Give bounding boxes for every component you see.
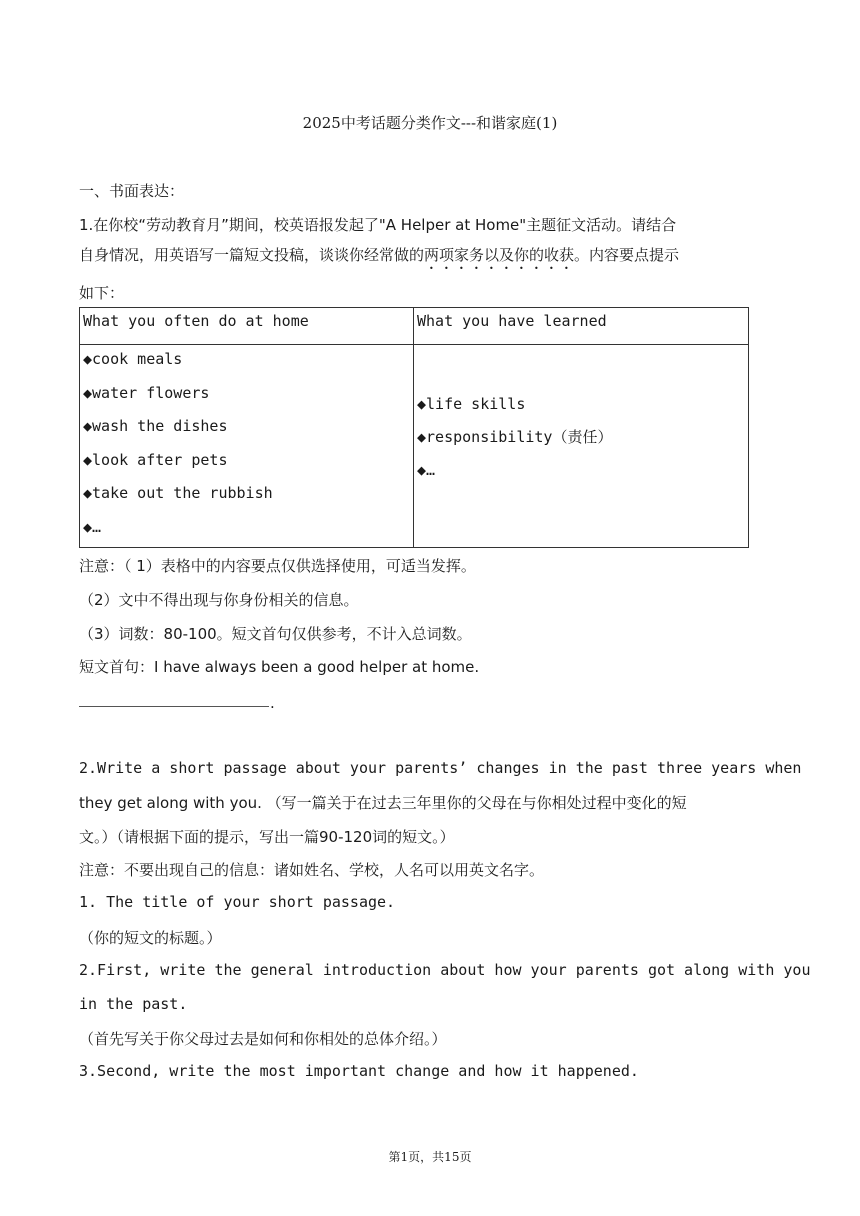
list-item: ◆take out the rubbish [83,484,273,503]
prompt-1-cn: （你的短文的标题。） [79,929,222,947]
list-item: ◆… [417,461,436,480]
list-item: ◆wash the dishes [83,417,228,436]
question1-line3: 如下： [79,284,125,302]
question1-line1: 1.在你校“劳动教育月”期间，校英语报发起了"A Helper at Home"主题征文活动。请结合 [79,216,677,234]
answer-blank-period: . [270,694,275,712]
learned-cell [414,345,749,548]
question2-line1: 2.Write a short passage about your parents’ changes in the past three years when [79,759,802,777]
content-points-table [79,307,749,548]
list-item: ◆cook meals [83,350,183,368]
list-item: ◆life skills [417,395,526,414]
answer-blank [79,706,269,707]
table-header-row [80,308,749,345]
prompt-3: 3.Second, write the most important change and how it happened. [79,1062,639,1080]
first-sentence: 短文首句：I have always been a good helper at home. [79,658,480,676]
list-item: ◆responsibility（责任） [417,428,613,447]
list-item: ◆look after pets [83,450,228,469]
list-item: ◆water flowers [83,383,210,402]
question2-note: 注意：不要出现自己的信息：诸如姓名、学校，人名可以用英文名字。 [79,861,545,879]
table-header-learned: What you have learned [414,308,749,345]
question1-line2 [79,244,679,273]
activities-cell [80,345,414,548]
document-title: 2025中考话题分类作文---和谐家庭(1) [302,114,558,132]
prompt-2: 2.First, write the general introduction about how your parents got along with you [79,961,811,979]
prompt-1: 1. The title of your short passage. [79,893,396,911]
note-3: （3）词数：80-100。短文首句仅供参考，不计入总词数。 [79,625,472,643]
prompt-2-cn: （首先写关于你父母过去是如何和你相处的总体介绍。） [79,1030,447,1048]
section-heading: 一、书面表达： [79,182,185,200]
question1-line2-text: 自身情况，用英语写一篇短文投稿，谈谈你经常做的 [79,246,425,264]
note-1: 注意：（ 1）表格中的内容要点仅供选择使用，可适当发挥。 [79,557,476,575]
list-item: ◆… [83,517,102,536]
page-footer: 第1页，共15页 [388,1150,472,1164]
note-2: （2）文中不得出现与你身份相关的信息。 [79,591,359,609]
question1-line2-end: 。内容要点提示 [574,246,680,264]
table-row [80,345,749,548]
emphasis-text: 两项家务以及你的收获 [424,246,575,264]
question2-line3: 文。）（请根据下面的提示，写出一篇90-120词的短文。） [79,828,455,846]
table-header-activities: What you often do at home [80,308,414,345]
prompt-2-cont: in the past. [79,995,188,1013]
question2-line2: they get along with you. （写一篇关于在过去三年里你的父母在与你相处过程中变化的短 [79,794,687,812]
